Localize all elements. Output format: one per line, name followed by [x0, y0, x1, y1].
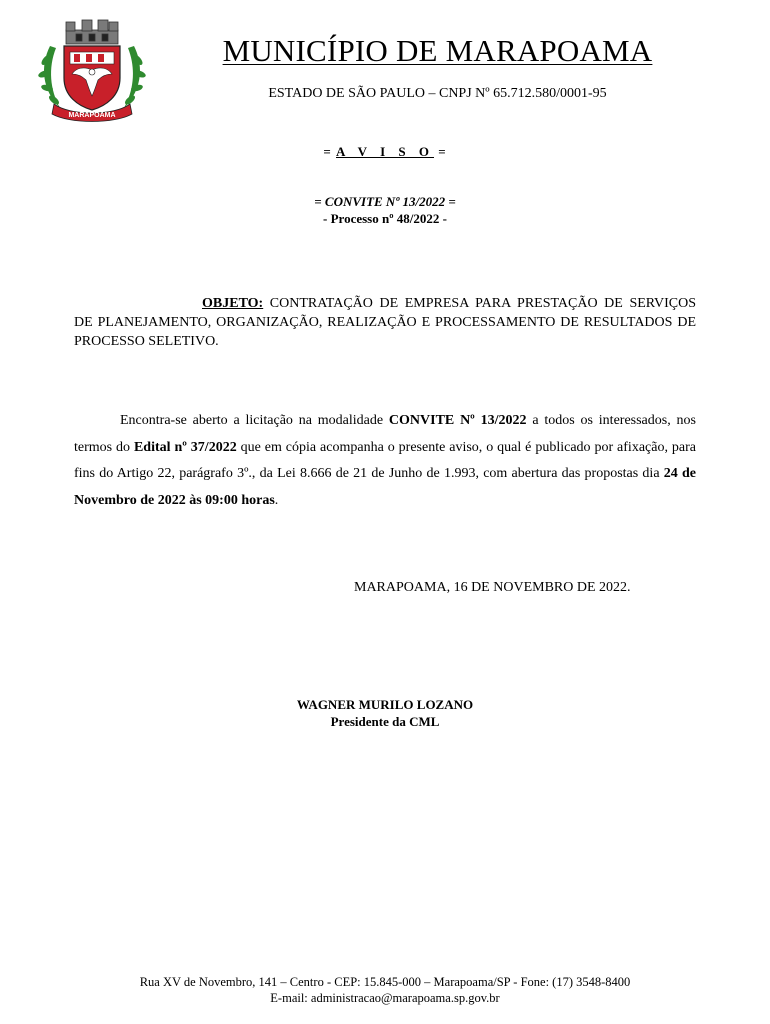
coat-of-arms-logo	[36, 16, 148, 122]
page-subtitle: ESTADO DE SÃO PAULO – CNPJ Nº 65.712.580/0001-95	[268, 86, 607, 101]
footer-email: E-mail: administracao@marapoama.sp.gov.br	[270, 991, 500, 1005]
convite-number: = CONVITE Nº 13/2022 =	[314, 194, 456, 209]
body-text-2: a todos os interessados, nos termos do	[74, 413, 696, 455]
body-text-4: .	[274, 492, 279, 508]
body-bold-convite: CONVITE Nº 13/2022	[388, 413, 527, 428]
aviso-suffix: =	[434, 144, 447, 159]
place-date-line: MARAPOAMA, 16 DE NOVEMBRO DE 2022.	[354, 580, 631, 595]
aviso-heading	[0, 144, 770, 160]
aviso-prefix: =	[323, 144, 336, 159]
body-bold-date: 24 de Novembro de 2022 às 09:00 horas	[74, 466, 697, 508]
objeto-text: CONTRATAÇÃO DE EMPRESA PARA PRESTAÇÃO DE SERVIÇOS DE PLANEJAMENTO, ORGANIZAÇÃO, REALIZAÇÃO E PROCESSAMENTO DE RESULTADOS DE PROCESSO SELETIVO.	[74, 296, 696, 349]
ribbon-text: MARAPOAMA	[68, 112, 116, 119]
processo-number: - Processo nº 48/2022 -	[323, 211, 447, 226]
signer-name: WAGNER MURILO LOZANO	[296, 697, 474, 712]
footer-address: Rua XV de Novembro, 141 – Centro - CEP: 15.845-000 – Marapoama/SP - Fone: (17) 3548-8400	[139, 975, 631, 989]
objeto-label: OBJETO:	[202, 296, 264, 311]
signer-role: Presidente da CML	[330, 714, 440, 729]
aviso-word: A V I S O	[336, 144, 434, 159]
body-bold-edital: Edital nº 37/2022	[133, 439, 237, 455]
page-title: MUNICÍPIO DE MARAPOAMA	[222, 33, 653, 68]
body-text-1: Encontra-se aberto a licitação na modalidade	[120, 413, 389, 428]
body-text-3: que em cópia acompanha o presente aviso, o qual é publicado por afixação, para fins do Artigo 22, parágrafo 3º., da Lei 8.666 de 21 de Junho de 1.993, com abertura das propostas dia	[74, 439, 696, 481]
objeto-paragraph	[74, 294, 696, 351]
body-paragraph	[74, 408, 696, 514]
mural-crown	[66, 20, 118, 44]
